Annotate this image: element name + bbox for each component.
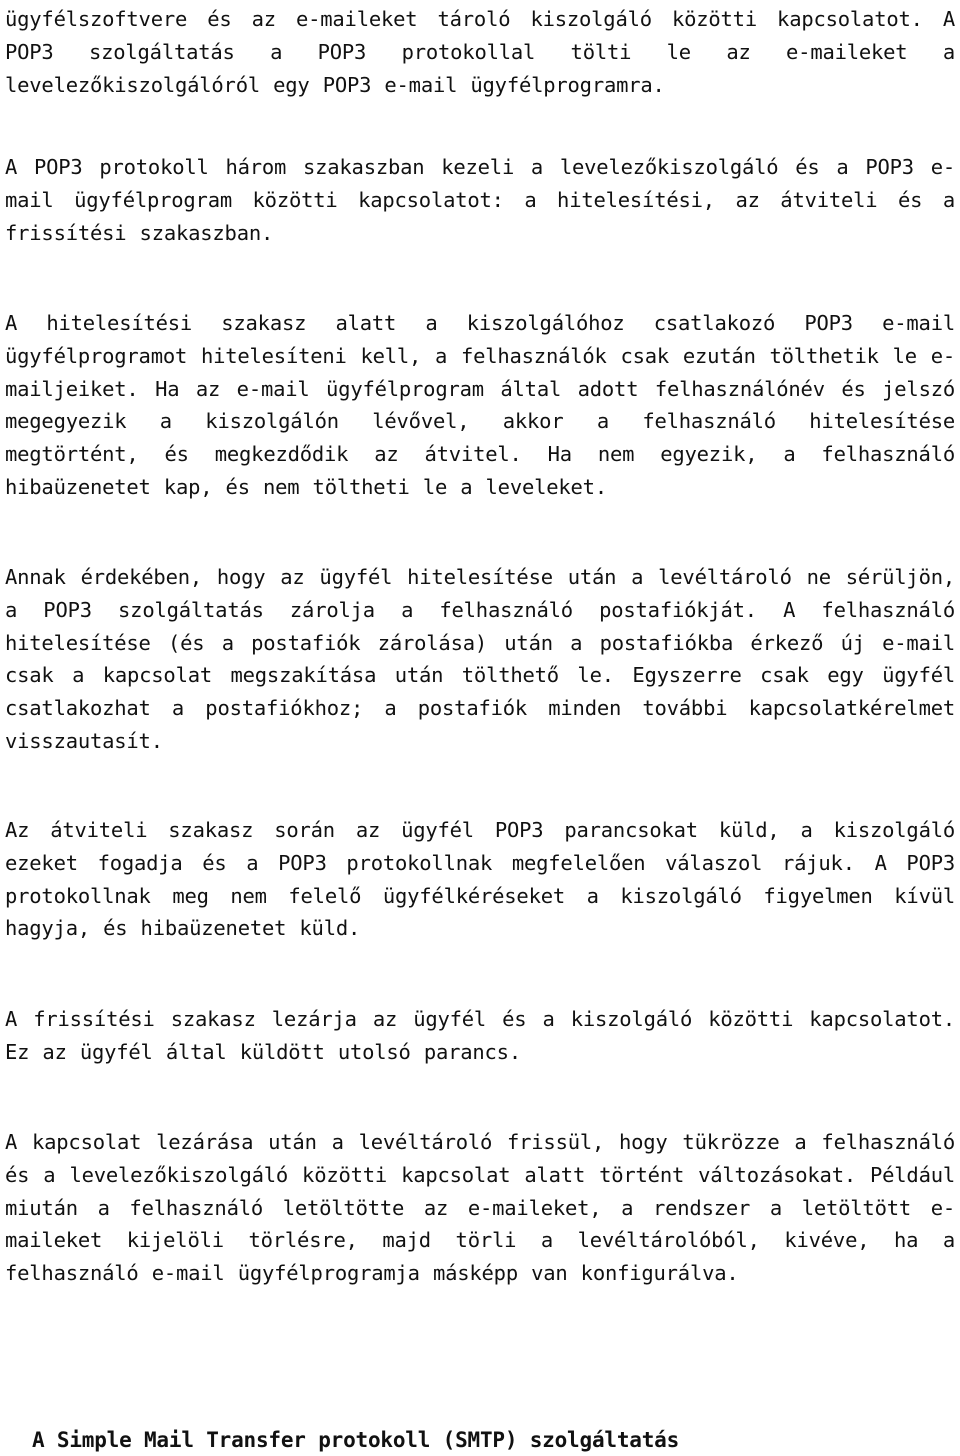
section-heading-smtp: A Simple Mail Transfer protokoll (SMTP) szolgáltatás	[32, 1428, 680, 1452]
paragraph-pop3-phases: A POP3 protokoll három szakaszban kezeli a levelezőkiszolgáló és a POP3 e-mail ügyfélprogram közötti kapcsolatot: a hitelesítési, az átviteli és a frissítési szakaszban.	[5, 155, 955, 245]
paragraph-transfer-phase: Az átviteli szakasz során az ügyfél POP3 parancsokat küld, a kiszolgáló ezeket fogadja és a POP3 protokollnak megfelelően válaszol rájuk. A POP3 protokollnak meg nem felelő ügyfélkéréseket a kiszolgáló figyelmen kívül hagyja, és hibaüzenetet küld.	[5, 818, 955, 941]
paragraph-pop3-intro: ügyfélszoftvere és az e-maileket tároló kiszolgáló közötti kapcsolatot. A POP3 szolgáltatás a POP3 protokollal tölti le az e-maileket a levelezőkiszolgálóról egy POP3 e-mail ügyfélprogramra.	[5, 7, 955, 97]
paragraph-mailstore-update: A kapcsolat lezárása után a levéltároló frissül, hogy tükrözze a felhasználó és a levelezőkiszolgáló közötti kapcsolat alatt történt változásokat. Például miután a felhasználó letöltötte az e-maileket, a rendszer a letöltött e-maileket kijelöli törlésre, majd törli a levéltárolóból, kivéve, ha a felhasználó e-mail ügyfélprogramja másképp van konfigurálva.	[5, 1130, 955, 1286]
paragraph-mailbox-lock: Annak érdekében, hogy az ügyfél hitelesítése után a levéltároló ne sérüljön, a POP3 szolgáltatás zárolja a felhasználó postafiókját. A felhasználó hitelesítése (és a postafiók zárolása) után a postafiókba érkező új e-mail csak a kapcsolat megszakítása után tölthető le. Egyszerre csak egy ügyfél csatlakozhat a postafiókhoz; a postafiók minden további kapcsolatkérelmet visszautasít.	[5, 565, 955, 753]
paragraph-update-phase: A frissítési szakasz lezárja az ügyfél és a kiszolgáló közötti kapcsolatot. Ez az ügyfél által küldött utolsó parancs.	[5, 1007, 955, 1064]
paragraph-authentication: A hitelesítési szakasz alatt a kiszolgálóhoz csatlakozó POP3 e-mail ügyfélprogramot hitelesíteni kell, a felhasználók csak ezután tölthetik le e-mailjeiket. Ha az e-mail ügyfélprogram által adott felhasználónév és jelszó megegyezik a kiszolgálón lévővel, akkor a felhasználó hitelesítése megtörtént, és megkezdődik az átvitel. Ha nem egyezik, a felhasználó hibaüzenetet kap, és nem töltheti le a leveleket.	[5, 311, 955, 499]
